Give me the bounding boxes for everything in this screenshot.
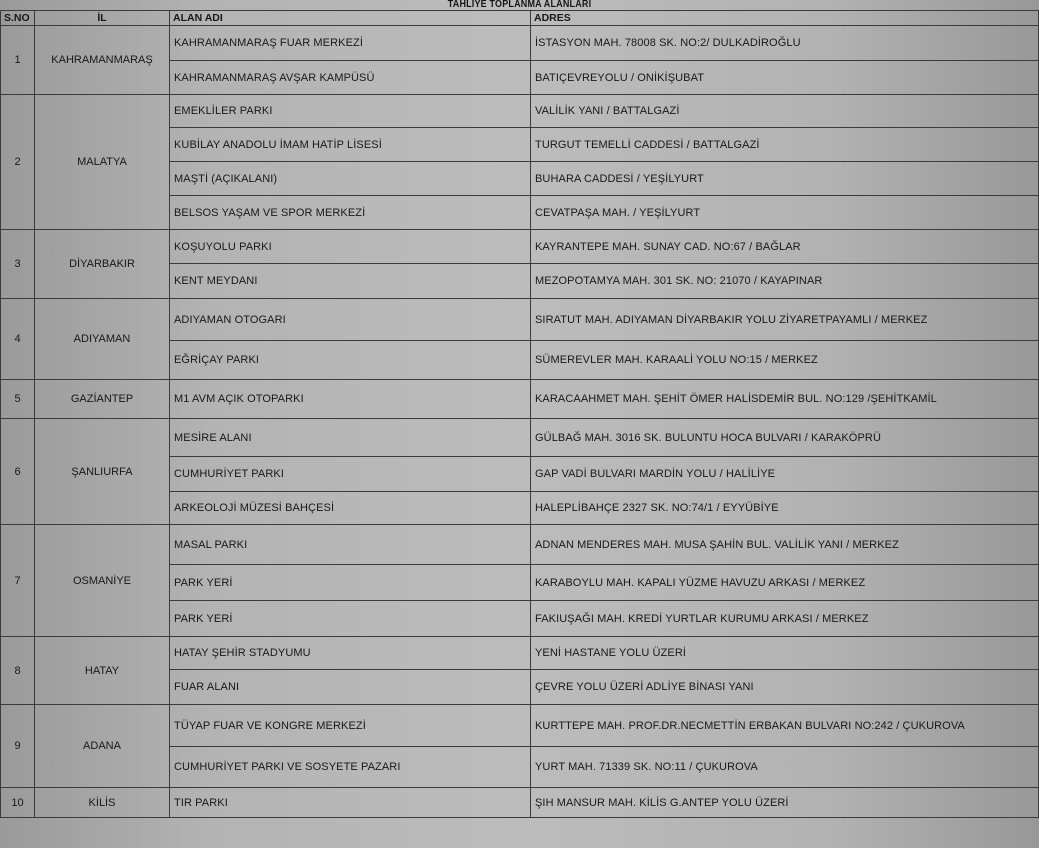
header-area-name: ALAN ADI (170, 11, 531, 26)
cell-sno: 9 (1, 705, 35, 788)
cell-address: KURTTEPE MAH. PROF.DR.NECMETTİN ERBAKAN BULVARI NO:242 / ÇUKUROVA (531, 705, 1039, 747)
cell-sno: 5 (1, 380, 35, 419)
cell-province: OSMANİYE (35, 525, 170, 637)
cell-address: YURT MAH. 71339 SK. NO:11 / ÇUKUROVA (531, 747, 1039, 788)
cell-address: SIRATUT MAH. ADIYAMAN DİYARBAKIR YOLU ZİYARETPAYAMLI / MERKEZ (531, 299, 1039, 341)
header-il: İL (35, 11, 170, 26)
cell-area-name: CUMHURİYET PARKI (170, 457, 531, 492)
cell-address: FAKIUŞAĞI MAH. KREDİ YURTLAR KURUMU ARKASI / MERKEZ (531, 601, 1039, 637)
table-row (1, 230, 1039, 264)
table-row (1, 637, 1039, 670)
cell-area-name: M1 AVM AÇIK OTOPARKI (170, 380, 531, 419)
table-body (1, 26, 1039, 818)
cell-address: TURGUT TEMELLİ CADDESİ / BATTALGAZİ (531, 128, 1039, 162)
cell-area-name: CUMHURİYET PARKI VE SOSYETE PAZARI (170, 747, 531, 788)
cell-sno: 8 (1, 637, 35, 705)
cell-address: ÇEVRE YOLU ÜZERİ ADLİYE BİNASI YANI (531, 670, 1039, 705)
cell-province: ŞANLIURFA (35, 419, 170, 525)
cell-area-name: HATAY ŞEHİR STADYUMU (170, 637, 531, 670)
cell-area-name: KAHRAMANMARAŞ FUAR MERKEZİ (170, 26, 531, 61)
table-row (1, 95, 1039, 128)
cell-province: ADANA (35, 705, 170, 788)
cell-address: HALEPLİBAHÇE 2327 SK. NO:74/1 / EYYÜBİYE (531, 492, 1039, 525)
cell-province: MALATYA (35, 95, 170, 230)
cell-address: VALİLİK YANI / BATTALGAZİ (531, 95, 1039, 128)
cell-area-name: BELSOS YAŞAM VE SPOR MERKEZİ (170, 196, 531, 230)
cell-sno: 1 (1, 26, 35, 95)
cell-province: KAHRAMANMARAŞ (35, 26, 170, 95)
table-row (1, 788, 1039, 818)
table-row (1, 380, 1039, 419)
table-row (1, 525, 1039, 565)
cell-sno: 10 (1, 788, 35, 818)
cell-area-name: MAŞTİ (AÇIKALANI) (170, 162, 531, 196)
cell-address: GÜLBAĞ MAH. 3016 SK. BULUNTU HOCA BULVARI / KARAKÖPRÜ (531, 419, 1039, 457)
cell-province: ADIYAMAN (35, 299, 170, 380)
cell-address: ŞIH MANSUR MAH. KİLİS G.ANTEP YOLU ÜZERİ (531, 788, 1039, 818)
cell-area-name: PARK YERİ (170, 601, 531, 637)
cell-area-name: TÜYAP FUAR VE KONGRE MERKEZİ (170, 705, 531, 747)
cell-province: KİLİS (35, 788, 170, 818)
cell-area-name: EMEKLİLER PARKI (170, 95, 531, 128)
cell-address: KAYRANTEPE MAH. SUNAY CAD. NO:67 / BAĞLAR (531, 230, 1039, 264)
cell-area-name: PARK YERİ (170, 565, 531, 601)
cell-sno: 2 (1, 95, 35, 230)
cell-area-name: KOŞUYOLU PARKI (170, 230, 531, 264)
cell-sno: 4 (1, 299, 35, 380)
header-address: ADRES (531, 11, 1039, 26)
cell-sno: 6 (1, 419, 35, 525)
cell-address: İSTASYON MAH. 78008 SK. NO:2/ DULKADİROĞLU (531, 26, 1039, 61)
cell-area-name: ADIYAMAN OTOGARI (170, 299, 531, 341)
cell-area-name: KAHRAMANMARAŞ AVŞAR KAMPÜSÜ (170, 61, 531, 95)
cell-province: DİYARBAKIR (35, 230, 170, 299)
cell-province: GAZİANTEP (35, 380, 170, 419)
table-header-row (1, 11, 1039, 26)
cell-address: BATIÇEVREYOLU / ONİKİŞUBAT (531, 61, 1039, 95)
cell-address: YENİ HASTANE YOLU ÜZERİ (531, 637, 1039, 670)
cell-sno: 3 (1, 230, 35, 299)
cell-area-name: KUBİLAY ANADOLU İMAM HATİP LİSESİ (170, 128, 531, 162)
table-row (1, 26, 1039, 61)
cell-address: BUHARA CADDESİ / YEŞİLYURT (531, 162, 1039, 196)
evacuation-areas-table (0, 10, 1039, 818)
cell-address: SÜMEREVLER MAH. KARAALİ YOLU NO:15 / MERKEZ (531, 341, 1039, 380)
table-row (1, 419, 1039, 457)
header-sno: S.NO (1, 11, 35, 26)
cell-area-name: EĞRİÇAY PARKI (170, 341, 531, 380)
cell-area-name: ARKEOLOJİ MÜZESİ BAHÇESİ (170, 492, 531, 525)
cell-area-name: FUAR ALANI (170, 670, 531, 705)
cell-address: GAP VADİ BULVARI MARDİN YOLU / HALİLİYE (531, 457, 1039, 492)
cell-area-name: TIR PARKI (170, 788, 531, 818)
cell-area-name: MASAL PARKI (170, 525, 531, 565)
cell-sno: 7 (1, 525, 35, 637)
cell-province: HATAY (35, 637, 170, 705)
cell-address: KARABOYLU MAH. KAPALI YÜZME HAVUZU ARKASI / MERKEZ (531, 565, 1039, 601)
cell-address: CEVATPAŞA MAH. / YEŞİLYURT (531, 196, 1039, 230)
cell-area-name: MESİRE ALANI (170, 419, 531, 457)
table-row (1, 299, 1039, 341)
cell-address: MEZOPOTAMYA MAH. 301 SK. NO: 21070 / KAYAPINAR (531, 264, 1039, 299)
cell-address: ADNAN MENDERES MAH. MUSA ŞAHİN BUL. VALİLİK YANI / MERKEZ (531, 525, 1039, 565)
table-title: TAHLİYE TOPLANMA ALANLARI (447, 0, 592, 10)
table-row (1, 705, 1039, 747)
cell-area-name: KENT MEYDANI (170, 264, 531, 299)
cell-address: KARACAAHMET MAH. ŞEHİT ÖMER HALİSDEMİR BUL. NO:129 /ŞEHİTKAMİL (531, 380, 1039, 419)
